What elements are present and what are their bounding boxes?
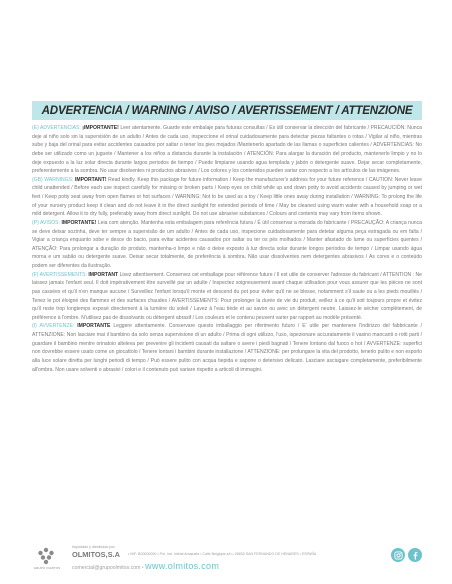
section-gb [32,176,422,219]
section-text: Read kindly. Keep this package for future information / Keep the manufacturer's address for your future reference / CAUTION: Never leave child unattended / Before each use inspect carefully for missing or broken parts / Keep eyes on child while up and down potty to avoid accidents caused by jumping or wet feet / Keep potty seat away from open flames or hot surfaces / WARNING: Not to be used as a toy / Keep little ones away during installation / WARNING: To prolong the life of your nursery product keep it clean and do not leave it in the direct sunlight for extended periods of time / May be cleaned using warm water with a household soap or a mild detergent. Allow it to dry fully, preferably away from direct sunlight. Do not use abrasive substances / Colours and contents may vary from items shown. [32,176,422,218]
instagram-glyph-icon [394,551,403,560]
section-label: (GB) WARNINGS: [32,176,74,183]
section-keyword: IMPORTANTE! [61,219,97,226]
website-link[interactable]: www.olmitos.com [145,561,220,571]
section-text: Leia com atenção. Mantenha esta embalagem para referência futura / É útil conservar a morada do fabricante / PRECAUÇÃO: A criança nunca se deve deixar sozinha, deve ter sempre a supervisão de um adulto / Antes de cada uso, inspecione cuidadosamente para detetar alguma peça estragada ou em falta / Vigiar a criança enquanto sobe e desce do bacio, para evitar acidentes causados por saltar ou ter os pés molhados / Manter afastado do lume ou superfícies quentes / ATENÇÃO: Para prolongar a duração do produto, mantenha-o limpo e não o deixe exposto à luz directa solar durante longos períodos de tempo / Limpar usando água morna e um sabão ou detergente suave. Deixar secar totalmente, de preferência à sombra. Não usar dissolventes nem detergentes abrasivos / As cores e o conteúdo podem ser diferentes da ilustração. [32,219,422,269]
warning-banner [32,101,422,120]
section-keyword: IMPORTANT! [75,176,107,183]
social-links [391,548,422,562]
banner-title: ADVERTENCIA / WARNING / AVISO / AVERTISSEMENT / ATTENZIONE [41,104,413,117]
section-it [32,322,422,374]
importer-note: Importado y distribuido por: [72,545,116,549]
section-keyword: IMPORTANTE [77,323,111,330]
section-text: Lisez attentivement. Conservez cet emballage pour référence future / Il est utile de conserver l'adresse du fabricant / ATTENTION : Ne laissez jamais l'enfant seul. Il doit impérativement être surveillé par un adulte / Inspectez soigneusement avant chaque utilisation pour vous assurer que les pièces ne sont pas cassées et qu'il n'en manque aucune / Surveillez l'enfant lorsqu'il monte et descend du pot pour éviter qu'il ne se blesse, notamment s'il saute ou a les pieds mouillés / Tenez le pot éloigné des flammes et des surfaces chaudes / AVERTISSEMENTS: Pour prolonger la durée de vie du produit, veillez à ce qu'il soit toujours propre et évitez qu'il reste trop longtemps exposé directement à la lumière du soleil / Lavez à l'eau tiède et au savon ou avec un détergent neutre. Laissez-le sécher complètement, de préférence à l'ombre. N'utilisez pas de dissolvants ou détergent abrasif / Les couleurs et le contenu peuvent varier par rapport au modèle présenté. [32,271,422,321]
section-fr [32,271,422,323]
section-label: (P) AVISOS: [32,219,60,226]
section-label: (F) AVERTISSEMENTS: [32,271,87,278]
contact-line [72,561,219,571]
section-pt [32,219,422,271]
instagram-icon[interactable] [391,548,405,562]
section-label: (I) AVVERTENZE: [32,323,75,330]
warnings-text [32,124,422,540]
facebook-icon[interactable] [408,548,422,562]
separator: • [140,565,146,571]
section-text: Leggere attentamente. Conservare questo imballaggio per riferimento futuro / E' utile per mantenere l'indirizzo del fabbricante / ATTENZIONE: Non lasciare mai il bambino da solo senza supervisione di un adulto / Prima di ogni utilizzo, l'uso, ispezionare accuratamente il vasino mancanti o rotti parti / guardare il bambino mentre orinatoio alteleva per prevenire gli incidenti causati da saltare o avere i piedi bagnati / Tenere lontano dal fuoco o hot / AVVERTENZE: superfici non dovrebbe essere usato come un giocattolo / Tenere lontani i bambini durante installazione / ATTENZIONE: per prolungare la vita del prodotto, tenerlo pulito e non esporlo alla luce solare diretta per lunghi periodi di tempo / Può essere pulito con acqua tiepida e sapone o detersivo delicato. Lasciare asciugare completamente, preferibilmente all'ombra. Non usare solventi o abrasivi / colori e il contenuto può variare rispetto a articoli di immagini. [32,323,422,373]
section-es [32,124,422,176]
section-text: Leer atentamente. Guarde este embalaje para futuras consultas / Es útil conservar la dirección del fabricante / PRECAUCIÓN: Nunca deje al niño solo sin la supervisión de un adulto / Antes de cada uso, inspeccione el orinal cuidadosamente para detectar piezas faltantes o rotas / Vigilar al niño, mientras sube y baja del orinal para evitar accidentes causados por saltar o tener los pies mojados /Mantenerlo apartado de las llamas o superficies calientes / ADVERTENCIAS: No debe ser utilizado como un juguete / Mantener a los niños a distancia durante la instalación / ATENCIÓN: Para alargar la duración del producto, mantenerlo limpio y no lo deje expuesto a la luz solar directa durante largos periodos de tiempo / Puede limpiarse usando agua templada y jabón o detergente suave. Dejar secar completamente, preferentemente a la sombra. No usar disolventes ni productos abrasivos / Los colores y los contenidos pueden variar con respecto a los artículos de las imágenes. [32,125,422,175]
company-name: OLMITOS,S.A [72,550,120,559]
section-keyword: IMPORTANT [88,271,119,278]
company-address: • NIF: B00000000 • Pol. Ind. Intirial Amajuela • Calle Belgique,s/n • 28830 SAN FERNANDO DE HENARES • ESPAÑA [128,552,317,556]
footer [32,545,422,575]
section-label: (E) ADVERTENCIAS: [32,125,81,131]
contact-email[interactable]: comercial@grupoolmitos.com [72,565,141,571]
section-keyword: ¡IMPORTANTE! [82,125,119,131]
logo-caption: GRUPO OLMITOS [33,566,61,570]
facebook-glyph-icon [411,551,420,560]
